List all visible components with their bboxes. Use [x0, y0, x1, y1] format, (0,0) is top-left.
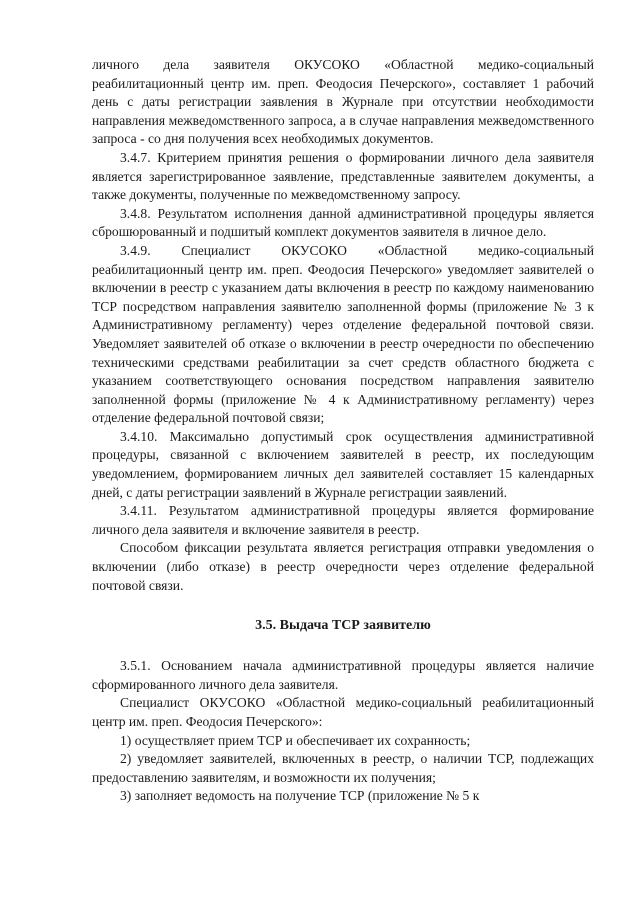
paragraph-3-4-9: 3.4.9. Специалист ОКУСОКО «Областной медико-социальный реабилитационный центр им. преп. Феодосия Печерского» уведомляет заявителей о включении в реестр с указанием даты включения в реестр по каждому наименованию ТСР посредством направления заявителю заполненной формы (приложение № 3 к Административному регламенту) через отделение федеральной почтовой связи. Уведомляет заявителей об отказе о включении в реестр очередности по обеспечению техническими средствами реабилитации за счет средств областного бюджета с указанием соответствующего основания посредством направления заявителю заполненной формы (приложение № 4 к Административному регламенту) через отделение федеральной почтовой связи; — [92, 242, 594, 426]
section-heading: 3.5. Выдача ТСР заявителю — [255, 618, 431, 634]
paragraph-specialist: Специалист ОКУСОКО «Областной медико-социальный реабилитационный центр им. преп. Феодосия Печерского»: — [92, 695, 594, 729]
list-item-2: 2) уведомляет заявителей, включенных в реестр, о наличии ТСР, подлежащих предоставлению заявителям, и возможности их получения; — [92, 751, 594, 785]
list-item-1: 1) осуществляет прием ТСР и обеспечивает их сохранность; — [120, 732, 471, 748]
paragraph-3-4-11: 3.4.11. Результатом административной процедуры является формирование личного дела заявителя и включение заявителя в реестр. — [92, 503, 594, 537]
paragraph-3-4-7: 3.4.7. Критерием принятия решения о формировании личного дела заявителя является зарегистрированное заявление, представленные заявителем документы, а также документы, полученные по межведомственному запросу. — [92, 149, 594, 203]
paragraph-3-4-10: 3.4.10. Максимально допустимый срок осуществления административной процедуры, связанной с включением заявителей в реестр, их последующим уведомлением, формированием личных дел заявителей составляет 15 календарных дней, с даты регистрации заявлений в Журнале регистрации заявлений. — [92, 428, 594, 500]
paragraph-3-4-8: 3.4.8. Результатом исполнения данной административной процедуры является сброшюрованный и подшитый комплект документов заявителя в личное дело. — [92, 205, 594, 240]
paragraph-continuation: личного дела заявителя ОКУСОКО «Областной медико-социальный реабилитационный центр им. преп. Феодосия Печерского», составляет 1 рабочий день с даты регистрации заявления в Журнале при отсутствии необходимости направления межведомственного запроса, а в случае направления межведомственного запроса - со дня получения всех необходимых документов. — [92, 57, 594, 147]
list-item-3: 3) заполняет ведомость на получение ТСР (приложение № 5 к — [120, 788, 480, 804]
paragraph-3-5-1: 3.5.1. Основанием начала административной процедуры является наличие сформированного личного дела заявителя. — [92, 658, 594, 692]
paragraph-fixation-method: Способом фиксации результата является регистрация отправки уведомления о включении (либо отказе) в реестр очередности через отделение федеральной почтовой связи. — [92, 540, 594, 593]
